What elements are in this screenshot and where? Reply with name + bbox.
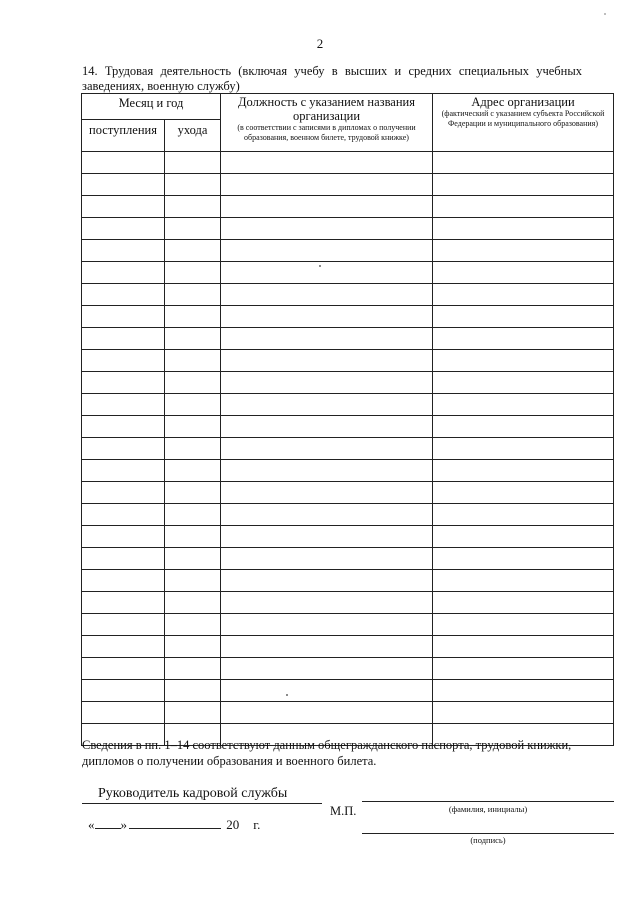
cell-position[interactable] [221,614,433,636]
table-row [82,658,614,680]
cell-position[interactable] [221,218,433,240]
section-title-line-1: 14. Трудовая деятельность (включая учебу в высших и средних специальных учебных [82,64,582,78]
cell-position[interactable] [221,284,433,306]
scan-speck [319,265,321,267]
cell-start[interactable] [82,284,165,306]
cell-address[interactable] [433,262,614,284]
cell-address[interactable] [433,394,614,416]
table-row [82,174,614,196]
header-address [433,94,614,152]
header-start: поступления [82,120,165,152]
table-row [82,460,614,482]
cell-start[interactable] [82,680,165,702]
cell-position[interactable] [221,438,433,460]
table-row [82,152,614,174]
cell-address[interactable] [433,350,614,372]
cell-position[interactable] [221,416,433,438]
cell-position[interactable] [221,680,433,702]
cell-end[interactable] [165,570,221,592]
cell-position[interactable] [221,702,433,724]
cell-position[interactable] [221,328,433,350]
cell-start[interactable] [82,504,165,526]
date-year-suffix: г. [253,817,261,832]
table-row [82,482,614,504]
cell-position[interactable] [221,526,433,548]
header-month-year: Месяц и год [82,94,221,120]
cell-start[interactable] [82,394,165,416]
cell-start[interactable] [82,350,165,372]
cell-position[interactable] [221,152,433,174]
cell-start[interactable] [82,262,165,284]
cell-address[interactable] [433,614,614,636]
table-row [82,350,614,372]
table-row [82,592,614,614]
table-row [82,196,614,218]
cell-position[interactable] [221,196,433,218]
cell-address[interactable] [433,636,614,658]
cell-end[interactable] [165,196,221,218]
cell-start[interactable] [82,416,165,438]
table-row [82,262,614,284]
section-title-line-2: заведениях, военную службу) [82,79,240,93]
cell-address[interactable] [433,438,614,460]
cell-end[interactable] [165,284,221,306]
cell-end[interactable] [165,614,221,636]
work-history-table [81,93,614,746]
page-number: 2 [316,36,324,51]
header-position-note: (в соответствии с записями в дипломах о получении образования, военном билете, трудовой книжке) [237,123,416,142]
table-row [82,504,614,526]
header-end: ухода [165,120,221,152]
table-row [82,284,614,306]
cell-end[interactable] [165,328,221,350]
hr-head-underline [82,803,322,804]
cell-address[interactable] [433,328,614,350]
cell-start[interactable] [82,152,165,174]
cell-end[interactable] [165,416,221,438]
cell-address[interactable] [433,196,614,218]
header-address-note: (фактический с указанием субъекта Российской Федерации и муниципального образования) [441,109,605,128]
date-year-prefix: 20 [226,817,240,832]
cell-address[interactable] [433,240,614,262]
date-line [88,817,260,833]
cell-start[interactable] [82,240,165,262]
header-address-title: Адрес организации [471,95,575,109]
cell-end[interactable] [165,372,221,394]
cell-start[interactable] [82,636,165,658]
cell-address[interactable] [433,702,614,724]
table-row [82,240,614,262]
table-row [82,548,614,570]
table-row [82,372,614,394]
cell-address[interactable] [433,372,614,394]
cell-address[interactable] [433,416,614,438]
cell-address[interactable] [433,460,614,482]
table-row [82,636,614,658]
table-row [82,306,614,328]
cell-end[interactable] [165,218,221,240]
cell-start[interactable] [82,526,165,548]
cell-start[interactable] [82,460,165,482]
cell-start[interactable] [82,614,165,636]
table-row [82,416,614,438]
section-title [82,64,582,94]
cell-position[interactable] [221,262,433,284]
cell-address[interactable] [433,658,614,680]
table-row [82,328,614,350]
table-row [82,702,614,724]
cell-position[interactable] [221,460,433,482]
cell-position[interactable] [221,482,433,504]
name-line[interactable] [362,801,614,802]
cell-end[interactable] [165,548,221,570]
cell-position[interactable] [221,570,433,592]
cell-end[interactable] [165,174,221,196]
date-day-blank[interactable] [95,828,121,829]
cell-end[interactable] [165,658,221,680]
declaration-note: Сведения в пп. 1–14 соответствуют данным общегражданского паспорта, трудовой книжки, дипломов о получении образования и военного билета. [82,738,572,768]
cell-end[interactable] [165,526,221,548]
cell-address[interactable] [433,548,614,570]
date-open-quote: « [88,817,95,832]
cell-address[interactable] [433,570,614,592]
cell-end[interactable] [165,306,221,328]
cell-position[interactable] [221,306,433,328]
table-row [82,438,614,460]
cell-end[interactable] [165,350,221,372]
cell-address[interactable] [433,482,614,504]
cell-position[interactable] [221,394,433,416]
cell-end[interactable] [165,240,221,262]
cell-position[interactable] [221,504,433,526]
cell-start[interactable] [82,174,165,196]
cell-position[interactable] [221,658,433,680]
cell-address[interactable] [433,284,614,306]
cell-address[interactable] [433,306,614,328]
signature-line[interactable] [362,833,614,834]
table-body [82,152,614,746]
scan-speck [286,694,288,696]
cell-position[interactable] [221,240,433,262]
cell-start[interactable] [82,592,165,614]
cell-end[interactable] [165,636,221,658]
table-row [82,570,614,592]
cell-end[interactable] [165,152,221,174]
table-row [82,526,614,548]
cell-start[interactable] [82,658,165,680]
cell-address[interactable] [433,592,614,614]
cell-end[interactable] [165,680,221,702]
cell-end[interactable] [165,262,221,284]
hr-head-label: Руководитель кадровой службы [98,786,288,801]
cell-start[interactable] [82,438,165,460]
cell-position[interactable] [221,350,433,372]
cell-end[interactable] [165,482,221,504]
cell-start[interactable] [82,306,165,328]
cell-start[interactable] [82,196,165,218]
cell-position[interactable] [221,548,433,570]
cell-end[interactable] [165,592,221,614]
scan-speck [604,13,606,15]
date-month-blank[interactable] [129,828,221,829]
date-close-quote: » [120,817,127,832]
stamp-label: М.П. [330,804,357,818]
cell-end[interactable] [165,460,221,482]
cell-position[interactable] [221,592,433,614]
cell-position[interactable] [221,636,433,658]
cell-start[interactable] [82,482,165,504]
cell-end[interactable] [165,702,221,724]
cell-start[interactable] [82,548,165,570]
header-position [221,94,433,152]
cell-start[interactable] [82,372,165,394]
cell-end[interactable] [165,438,221,460]
cell-address[interactable] [433,174,614,196]
cell-start[interactable] [82,570,165,592]
table-row [82,614,614,636]
cell-address[interactable] [433,680,614,702]
table-row [82,680,614,702]
table-row [82,218,614,240]
cell-address[interactable] [433,526,614,548]
cell-address[interactable] [433,152,614,174]
cell-end[interactable] [165,394,221,416]
cell-end[interactable] [165,504,221,526]
header-position-title: Должность с указанием названия организации [238,95,415,123]
cell-position[interactable] [221,174,433,196]
cell-start[interactable] [82,328,165,350]
name-caption: (фамилия, инициалы) [448,804,528,814]
cell-address[interactable] [433,504,614,526]
cell-position[interactable] [221,372,433,394]
signature-caption: (подпись) [470,835,506,845]
cell-address[interactable] [433,218,614,240]
cell-start[interactable] [82,702,165,724]
table-row [82,394,614,416]
cell-start[interactable] [82,218,165,240]
